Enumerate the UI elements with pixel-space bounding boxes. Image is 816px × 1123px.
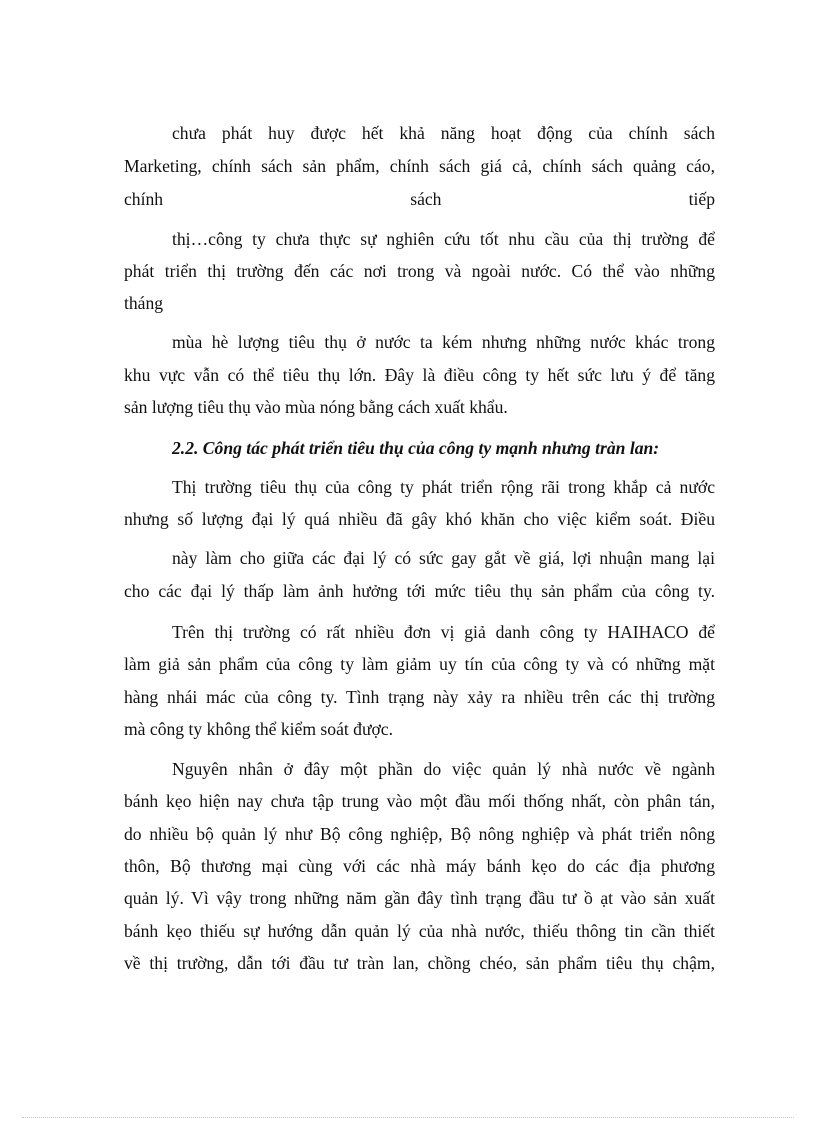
text-line: chính sách tiếp: [124, 189, 715, 209]
text-line: chưa phát huy được hết khả năng hoạt động của chính sách: [172, 123, 715, 143]
text-line: thị…công ty chưa thực sự nghiên cứu tốt nhu cầu của thị trường để: [172, 229, 715, 249]
page-bottom-rule: [22, 1117, 794, 1118]
section-heading: 2.2. Công tác phát triển tiêu thụ của công ty mạnh nhưng tràn lan:: [172, 438, 660, 458]
text-line: sản lượng tiêu thụ vào mùa nóng bằng cách xuất khẩu.: [124, 397, 508, 417]
text-line: làm giả sản phẩm của công ty làm giảm uy tín của công ty và có những mặt: [124, 654, 715, 674]
text-line: Thị trường tiêu thụ của công ty phát triển rộng rãi trong khắp cả nước: [172, 477, 715, 497]
text-line: về thị trường, dẫn tới đầu tư tràn lan, chồng chéo, sản phẩm tiêu thụ chậm,: [124, 953, 715, 973]
text-line: quản lý. Vì vậy trong những năm gần đây tình trạng đầu tư ồ ạt vào sản xuất: [124, 888, 715, 908]
text-line: mà công ty không thể kiểm soát được.: [124, 719, 394, 739]
text-line: mùa hè lượng tiêu thụ ở nước ta kém nhưng những nước khác trong: [172, 332, 715, 352]
text-line: khu vực vẫn có thể tiêu thụ lớn. Đây là điều công ty hết sức lưu ý để tăng: [124, 365, 715, 385]
text-line: bánh kẹo thiếu sự hướng dẫn quản lý của nhà nước, thiếu thông tin cần thiết: [124, 921, 715, 941]
text-line: Trên thị trường có rất nhiều đơn vị giả danh công ty HAIHACO để: [172, 622, 715, 642]
text-line: cho các đại lý thấp làm ảnh hưởng tới mức tiêu thụ sản phẩm của công ty.: [124, 581, 715, 601]
text-line: nhưng số lượng đại lý quá nhiều đã gây khó khăn cho việc kiểm soát. Điều: [124, 509, 715, 529]
text-line: Nguyên nhân ở đây một phần do việc quản lý nhà nước về ngành: [172, 759, 715, 779]
text-line: do nhiều bộ quản lý như Bộ công nghiệp, Bộ nông nghiệp và phát triển nông: [124, 824, 715, 844]
text-line: hàng nhái mác của công ty. Tình trạng này xảy ra nhiều trên các thị trường: [124, 687, 715, 707]
text-line: phát triển thị trường đến các nơi trong và ngoài nước. Có thể vào những: [124, 261, 715, 281]
text-line: tháng: [124, 293, 164, 313]
text-line: Marketing, chính sách sản phẩm, chính sách giá cả, chính sách quảng cáo,: [124, 156, 715, 176]
text-line: bánh kẹo hiện nay chưa tập trung vào một đầu mối thống nhất, còn phân tán,: [124, 791, 715, 811]
text-line: thôn, Bộ thương mại cùng với các nhà máy bánh kẹo do các địa phương: [124, 856, 715, 876]
text-line: này làm cho giữa các đại lý có sức gay gắt về giá, lợi nhuận mang lại: [172, 548, 715, 568]
